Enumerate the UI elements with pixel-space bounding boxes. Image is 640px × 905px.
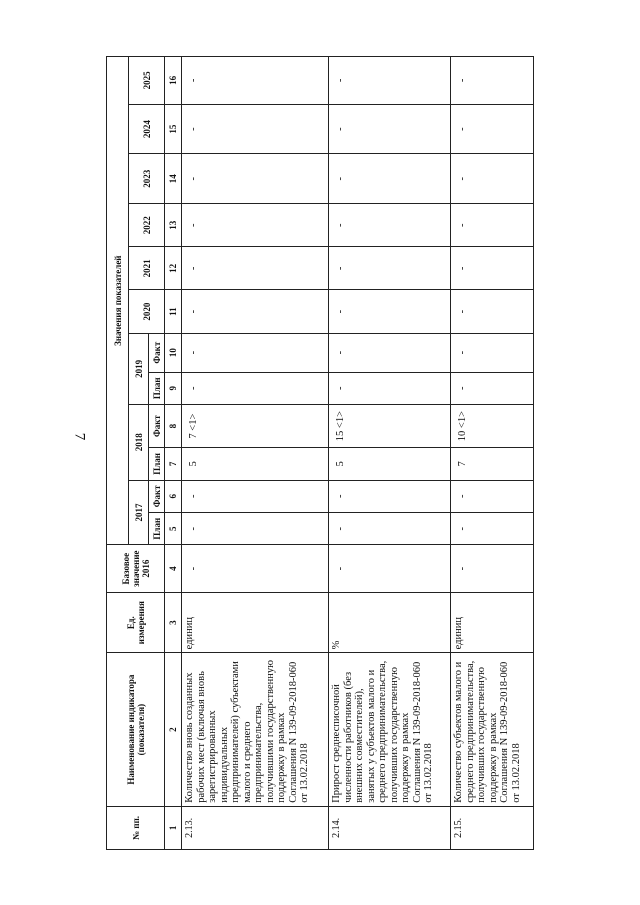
column-number: 8	[165, 404, 182, 447]
value-cell: -	[451, 57, 534, 105]
unit-cell: единиц	[451, 592, 534, 652]
column-number: 10	[165, 333, 182, 372]
value-cell: -	[451, 333, 534, 372]
value-cell: -	[182, 154, 329, 204]
value-cell: -	[182, 290, 329, 333]
value-cell: -	[451, 104, 534, 154]
num-header: № пп.	[107, 806, 165, 849]
value-cell: -	[329, 154, 451, 204]
plan-header: План	[149, 372, 165, 404]
value-cell: -	[329, 247, 451, 290]
year-header: 2020	[129, 290, 165, 333]
value-cell: -	[182, 204, 329, 247]
column-number: 13	[165, 204, 182, 247]
row-number: 2.14.	[329, 806, 451, 849]
value-cell: 5	[329, 448, 451, 480]
value-cell: -	[329, 290, 451, 333]
plan-header: План	[149, 513, 165, 545]
indicator-table	[106, 56, 534, 850]
indicator-name: Прирост среднесписочной численности работников (без внешних совместителей), занятых у субъектов малого и среднего предпринимательства, получивших государственную поддержку в рамках Соглашения N 139-09-2018-060 от 13.02.2018	[329, 653, 451, 806]
table-row	[329, 57, 451, 850]
table-row	[451, 57, 534, 850]
column-number: 12	[165, 247, 182, 290]
value-cell: -	[329, 204, 451, 247]
column-number: 7	[165, 448, 182, 480]
value-cell: 7 <1>	[182, 404, 329, 447]
base-header: Базовое значение 2016	[107, 545, 165, 593]
unit-cell: единиц	[182, 592, 329, 652]
year-header: 2022	[129, 204, 165, 247]
value-cell: -	[182, 513, 329, 545]
plan-header: План	[149, 448, 165, 480]
year-header: 2017	[129, 480, 149, 545]
value-cell: 5	[182, 448, 329, 480]
value-cell: 15 <1>	[329, 404, 451, 447]
value-cell: 7	[451, 448, 534, 480]
value-cell: -	[451, 480, 534, 512]
value-cell: -	[182, 480, 329, 512]
indicator-name: Количество вновь созданных рабочих мест (включая вновь зарегистрированных индивидуальных предпринимателей) субъектами малого и среднего предпринимательства, получившими государственную поддержку в рамках Соглашения N 139-09-2018-060 от 13.02.2018	[182, 653, 329, 806]
value-cell: -	[451, 154, 534, 204]
column-number: 2	[165, 653, 182, 806]
page-number: 7	[71, 432, 88, 441]
column-number: 16	[165, 57, 182, 105]
fact-header: Факт	[149, 480, 165, 512]
value-cell: 10 <1>	[451, 404, 534, 447]
unit-header: Ед. измерения	[107, 592, 165, 652]
column-number: 5	[165, 513, 182, 545]
value-cell: -	[329, 57, 451, 105]
value-cell: -	[182, 104, 329, 154]
value-cell: -	[329, 480, 451, 512]
value-cell: -	[182, 57, 329, 105]
table-row	[182, 57, 329, 850]
year-header: 2023	[129, 154, 165, 204]
column-number: 3	[165, 592, 182, 652]
column-number: 11	[165, 290, 182, 333]
value-cell: -	[182, 545, 329, 593]
indicator-name: Количество субъектов малого и среднего предпринимательства, получивших государственную поддержку в рамках Соглашения N 139-09-2018-060 от 13.02.2018	[451, 653, 534, 806]
year-header: 2024	[129, 104, 165, 154]
unit-cell: %	[329, 592, 451, 652]
value-cell: -	[451, 290, 534, 333]
column-number: 6	[165, 480, 182, 512]
value-cell: -	[329, 333, 451, 372]
column-number: 4	[165, 545, 182, 593]
value-cell: -	[329, 104, 451, 154]
fact-header: Факт	[149, 333, 165, 372]
year-header: 2018	[129, 404, 149, 480]
column-number: 1	[165, 806, 182, 849]
row-number: 2.15.	[451, 806, 534, 849]
name-header: Наименование индикатора (показателя)	[107, 653, 165, 806]
value-cell: -	[182, 247, 329, 290]
year-header: 2021	[129, 247, 165, 290]
value-cell: -	[329, 545, 451, 593]
value-cell: -	[451, 513, 534, 545]
fact-header: Факт	[149, 404, 165, 447]
value-cell: -	[329, 513, 451, 545]
column-number-row	[165, 57, 182, 850]
column-number: 9	[165, 372, 182, 404]
value-cell: -	[451, 545, 534, 593]
value-cell: -	[451, 204, 534, 247]
value-cell: -	[182, 372, 329, 404]
value-cell: -	[182, 333, 329, 372]
column-number: 14	[165, 154, 182, 204]
year-header: 2025	[129, 57, 165, 105]
indicator-table-rotated	[106, 56, 534, 850]
value-cell: -	[329, 372, 451, 404]
value-cell: -	[451, 247, 534, 290]
value-cell: -	[451, 372, 534, 404]
row-number: 2.13.	[182, 806, 329, 849]
column-number: 15	[165, 104, 182, 154]
values-group-header: Значения показателей	[107, 57, 129, 545]
year-header: 2019	[129, 333, 149, 404]
